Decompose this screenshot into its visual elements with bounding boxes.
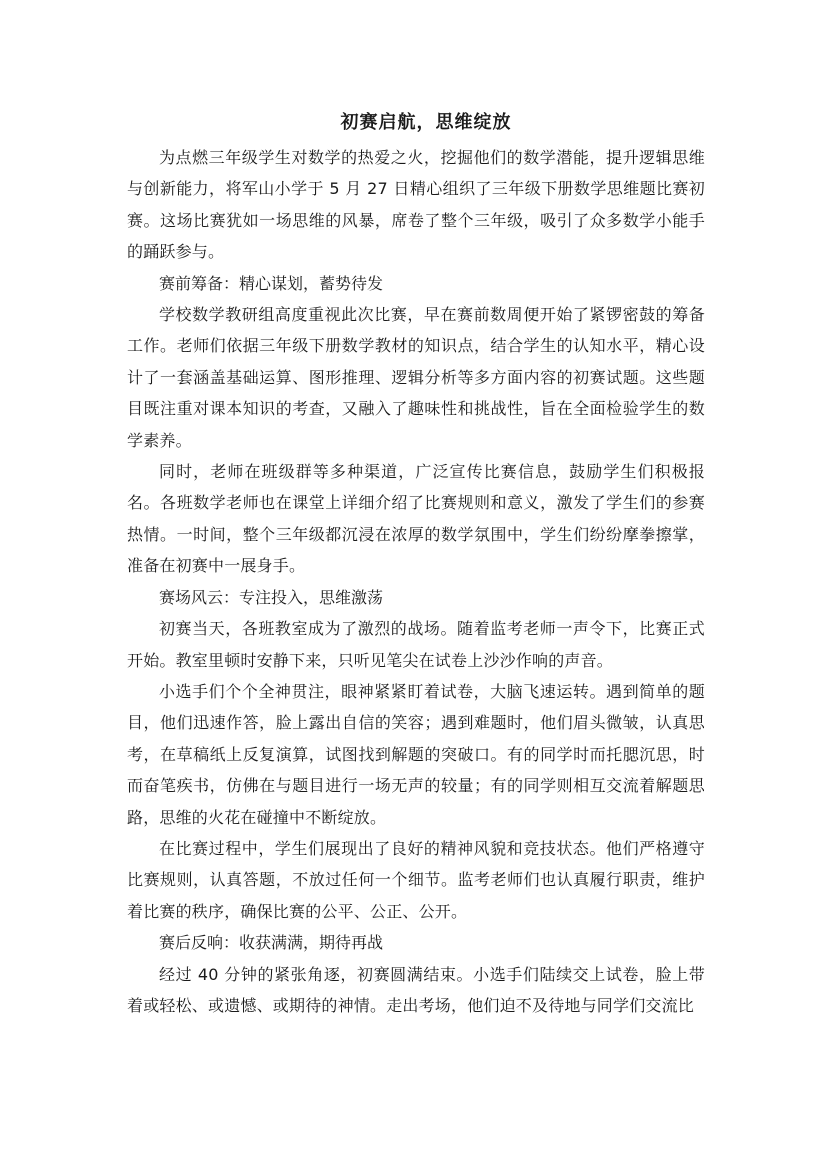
section-heading-preparation: 赛前筹备：精心谋划，蓄势待发 xyxy=(159,273,384,293)
paragraph-preparation-1: 学校数学教研组高度重视此次比赛，早在赛前数周便开始了紧锣密鼓的筹备工作。老师们依据三年级下册数学教材的知识点，结合学生的认知水平，精心设计了一套涵盖基础运算、图形推理、逻辑分析等多方面内容的初赛试题。这些题目既注重对课本知识的考查，又融入了趣味性和挑战性，旨在全面检验学生的数学素养。 xyxy=(127,305,705,450)
paragraph-intro: 为点燃三年级学生对数学的热爱之火，挖掘他们的数学潜能，提升逻辑思维与创新能力，将军山小学于 5 月 27 日精心组织了三年级下册数学思维题比赛初赛。这场比赛犹如一场思维的风暴，席卷了整个三年级，吸引了众多数学小能手的踊跃参与。 xyxy=(127,148,705,262)
paragraph-aftermath-1: 经过 40 分钟的紧张角逐，初赛圆满结束。小选手们陆续交上试卷，脸上带着或轻松、或遗憾、或期待的神情。走出考场，他们迫不及待地与同学们交流比 xyxy=(127,964,705,1015)
section-heading-competition: 赛场风云：专注投入，思维激荡 xyxy=(159,587,384,607)
paragraph-preparation-2: 同时，老师在班级群等多种渠道，广泛宣传比赛信息，鼓励学生们积极报名。各班数学老师也在课堂上详细介绍了比赛规则和意义，激发了学生们的参赛热情。一时间，整个三年级都沉浸在浓厚的数学氛围中，学生们纷纷摩拳擦掌，准备在初赛中一展身手。 xyxy=(127,462,705,576)
document-title: 初赛启航，思维绽放 xyxy=(340,112,512,133)
paragraph-competition-3: 在比赛过程中，学生们展现出了良好的精神风貌和竞技状态。他们严格遵守比赛规则，认真答题，不放过任何一个细节。监考老师们也认真履行职责，维护着比赛的秩序，确保比赛的公平、公正、公开。 xyxy=(127,838,705,921)
document-page xyxy=(127,108,705,1021)
paragraph-competition-2: 小选手们个个全神贯注，眼神紧紧盯着试卷，大脑飞速运转。遇到简单的题目，他们迅速作答，脸上露出自信的笑容；遇到难题时，他们眉头微皱，认真思考，在草稿纸上反复演算，试图找到解题的突破口。有的同学时而托腮沉思，时而奋笔疾书，仿佛在与题目进行一场无声的较量；有的同学则相互交流着解题思路，思维的火花在碰撞中不断绽放。 xyxy=(127,681,705,827)
section-heading-aftermath: 赛后反响：收获满满，期待再战 xyxy=(159,933,384,953)
paragraph-competition-1: 初赛当天，各班教室成为了激烈的战场。随着监考老师一声令下，比赛正式开始。教室里顿时安静下来，只听见笔尖在试卷上沙沙作响的声音。 xyxy=(127,619,705,670)
